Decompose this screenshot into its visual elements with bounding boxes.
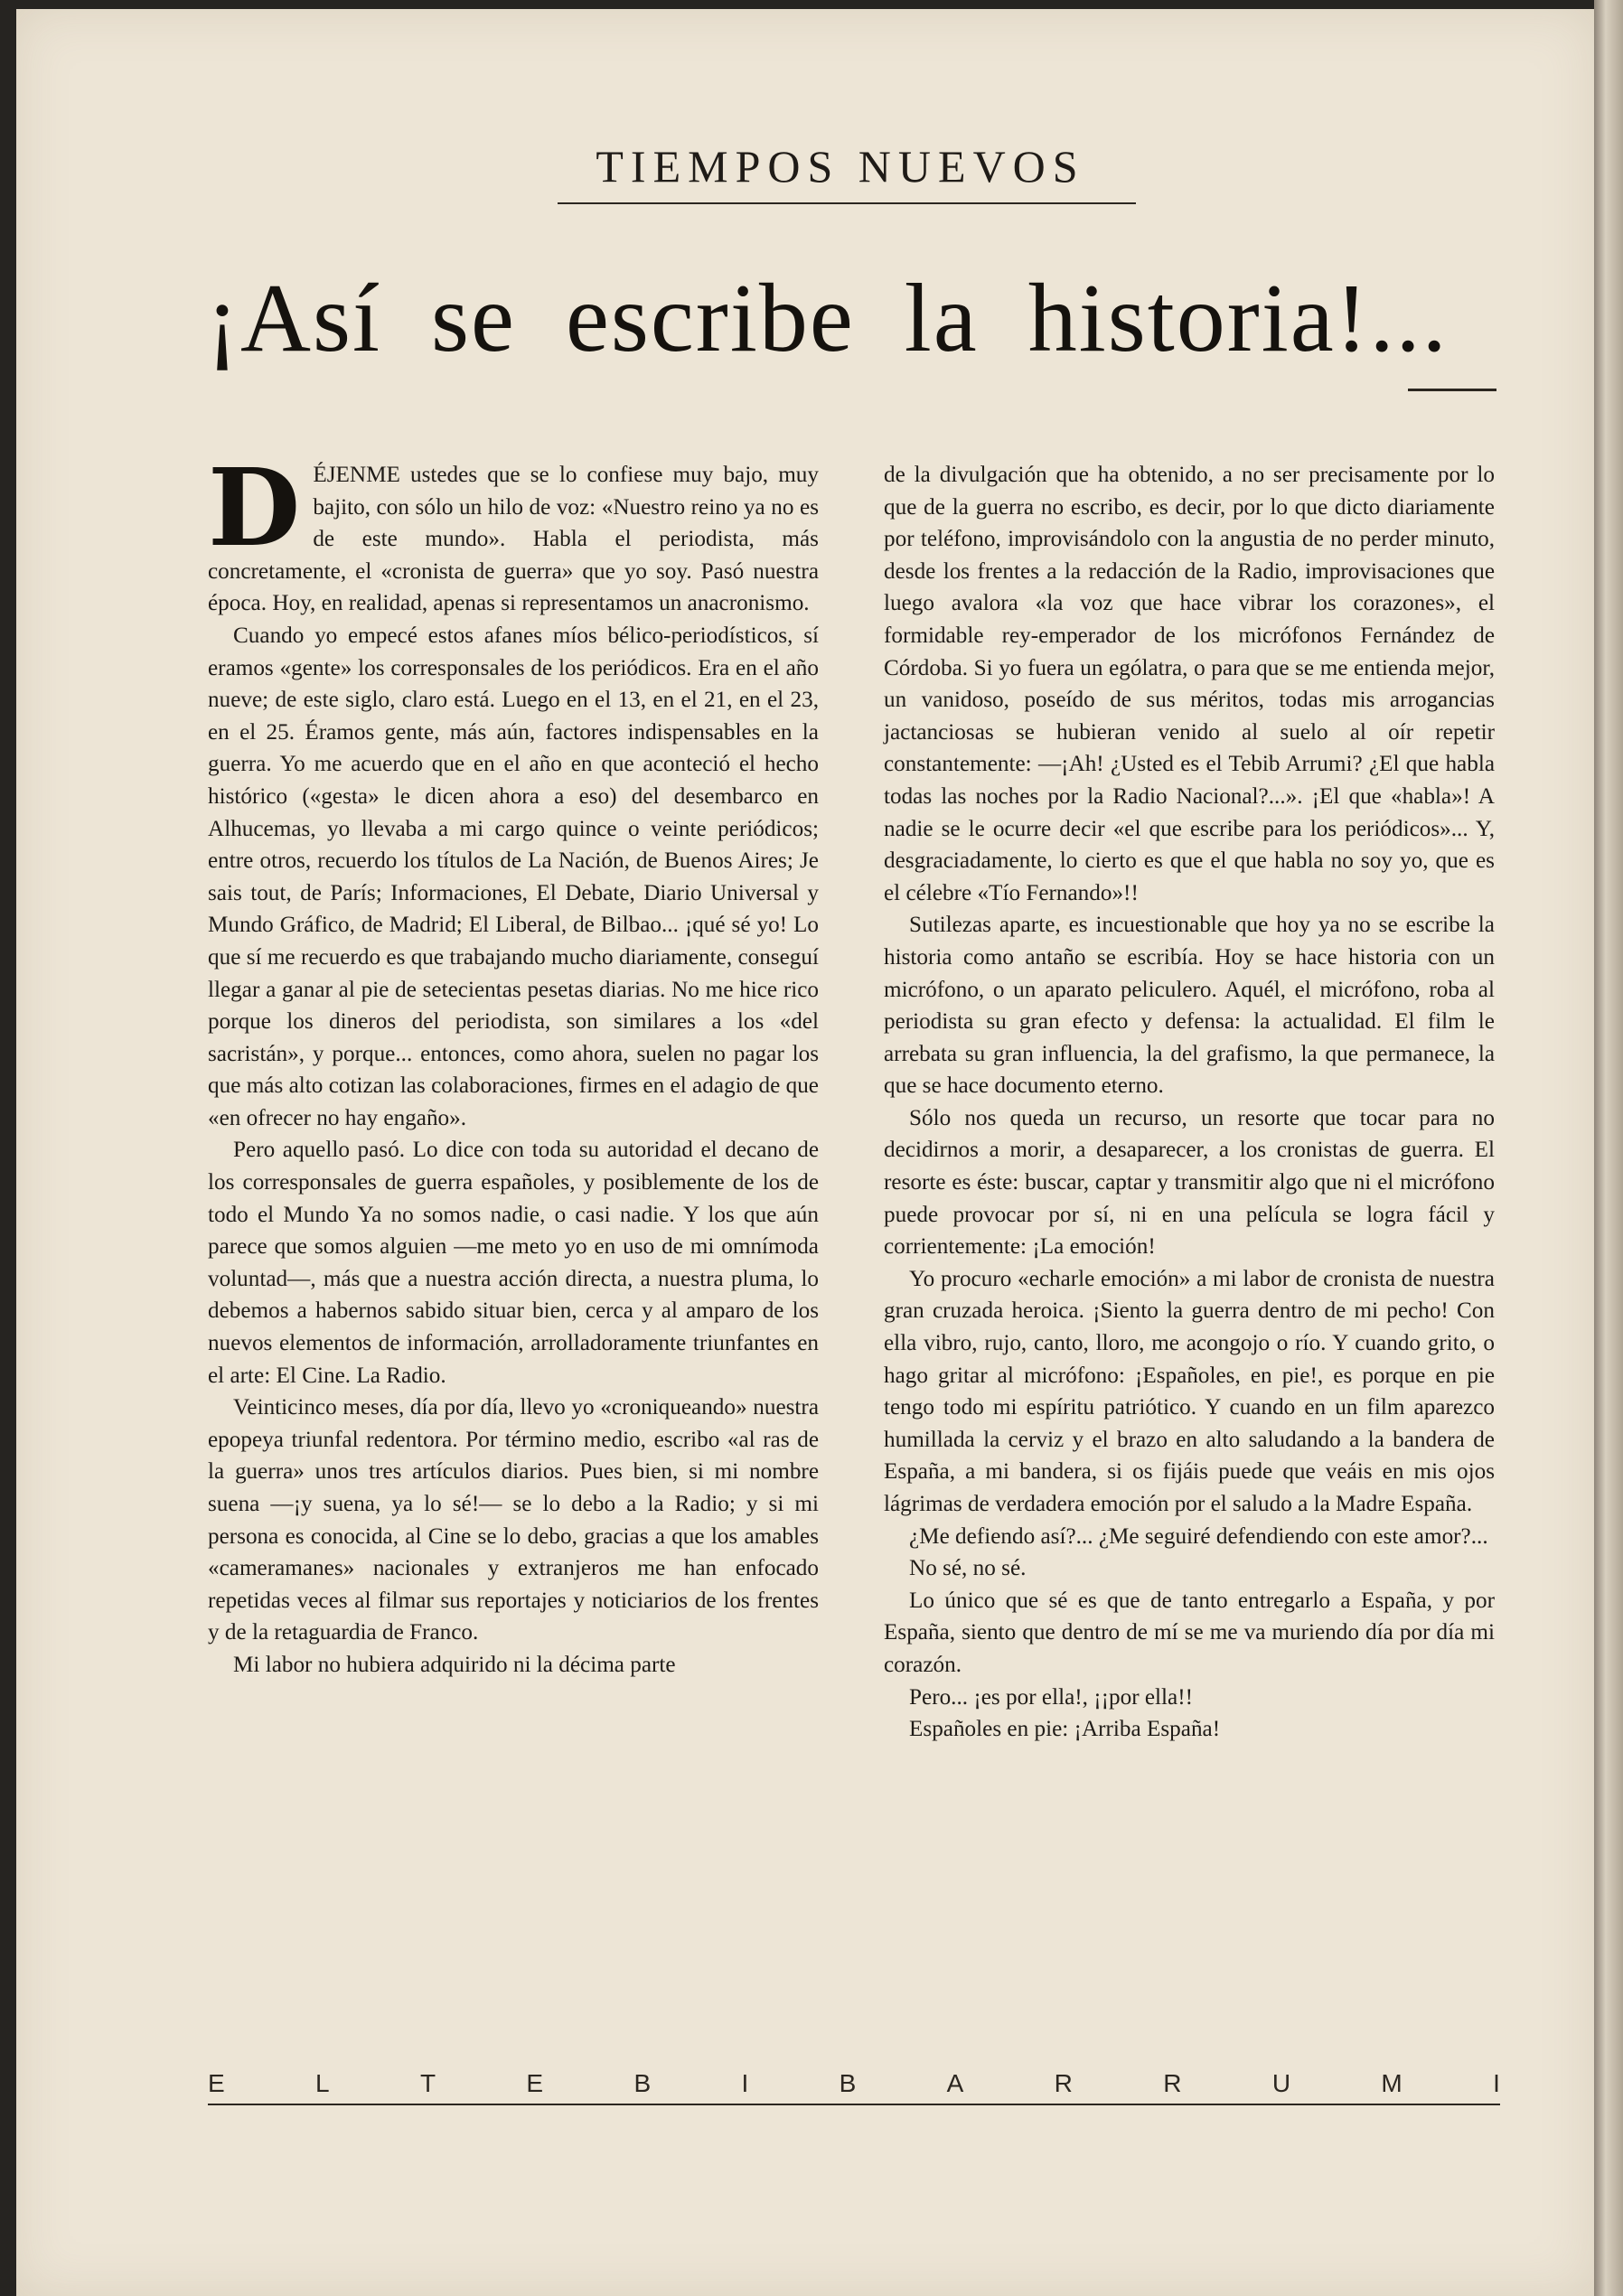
right-column bbox=[884, 459, 1495, 1746]
headline-ornament-rule bbox=[1408, 389, 1496, 391]
paragraph: Pero aquello pasó. Lo dice con toda su autoridad el decano de los corresponsales de guerra españoles, y posiblemente de los de todo el Mundo Ya no somos nadie, o casi nadie. Y los que aún parece que somos alguien —me meto yo en uso de mi omnímoda voluntad—, más que a nuestra acción directa, a nuestra pluma, lo debemos a habernos sabido situar bien, cerca y al amparo de los nuevos elementos de información, arrolladoramente triunfantes en el arte: El Cine. La Radio. bbox=[208, 1138, 819, 1388]
paragraph: ¿Me defiendo así?... ¿Me seguiré defendiendo con este amor?... bbox=[909, 1523, 1488, 1549]
signature-letter: I bbox=[1493, 2069, 1500, 2097]
paragraph: Lo único que sé es que de tanto entregarlo a España, y por España, siento que dentro de mí se me va muriendo día por día mi corazón. bbox=[884, 1588, 1495, 1677]
signature-letter: B bbox=[839, 2069, 857, 2097]
section-kicker: TIEMPOS NUEVOS bbox=[596, 141, 1085, 192]
footer-rule bbox=[208, 2104, 1500, 2105]
left-column bbox=[208, 445, 819, 1682]
paragraph: ÉJENME ustedes que se lo confiese muy bajo, muy bajito, con sólo un hilo de voz: «Nuestro reino ya no es de este mundo». Habla el periodista, más concretamente, el «cronista de guerra» que yo soy. Pasó nuestra época. Hoy, en realidad, apenas si representamos un anacronismo. bbox=[208, 463, 819, 616]
signature-letter: E bbox=[526, 2069, 544, 2097]
paragraph: Cuando yo empecé estos afanes míos bélico-periodísticos, sí eramos «gente» los corresponsales de los periódicos. Era en el año nueve; de este siglo, claro está. Luego en el 13, en el 21, en el 23, en el 25. Éramos gente, más aún, factores indispensables en la guerra. Yo me acuerdo que en el año en que aconteció el hecho histórico («gesta» le dicen ahora a eso) del desembarco en Alhucemas, yo llevaba a mi cargo quince o veinte periódicos; entre otros, recuerdo los títulos de La Nación, de Buenos Aires; Je sais tout, de París; Informaciones, El Debate, Diario Universal y Mundo Gráfico, de Madrid; El Liberal, de Bilbao... ¡qué sé yo! Lo que sí me recuerdo es que trabajando mucho diariamente, conseguí llegar a ganar al pie de setecientas pesetas diarias. No me hice rico porque los dineros del periodista, son similares a los «del sacristán», y porque... entonces, como ahora, suelen no pagar los que más alto cotizan las colaboraciones, firmes en el adagio de que «en ofrecer no hay engaño». bbox=[208, 623, 819, 1130]
signature-letter: R bbox=[1163, 2069, 1182, 2097]
signature-letter: M bbox=[1381, 2069, 1403, 2097]
signature-letter: T bbox=[419, 2069, 436, 2097]
signature-letter: B bbox=[633, 2069, 652, 2097]
paragraph: Veinticinco meses, día por día, llevo yo «croniqueando» nuestra epopeya triunfal redentora. Por término medio, escribo «al ras de la guerra» unos tres artículos diarios. Pues bien, si mi nombre suena —¡y suena, ya lo sé!— se lo debo a la Radio; y si mi persona es conocida, al Cine se lo debo, gracias a que los amables «cameramanes» nacionales y extranjeros me han enfocado repetidas veces al filmar sus reportajes y noticiarios de los frentes y de la retaguardia de Franco. bbox=[208, 1395, 819, 1645]
paragraph: de la divulgación que ha obtenido, a no ser precisamente por lo que de la guerra no escribo, es decir, por lo que dicto diariamente por teléfono, improvisándolo con la angustia de no perder minuto, desde los frentes a la redacción de la Radio, improvisaciones que luego avalora «la voz que hace vibrar los corazones», el formidable rey-emperador de los micrófonos Fernández de Córdoba. Si yo fuera un ególatra, o para que se me entienda mejor, un vanidoso, poseído de sus méritos, todas mis arrogancias jactanciosas se hubieran venido al suelo al oír repetir constantemente: —¡Ah! ¿Usted es el Tebib Arrumi? ¿El que habla todas las noches por la Radio Nacional?...». ¡El que «habla»! A nadie se le ocurre decir «el que escribe para los periódicos»... Y, desgraciadamente, lo cierto es que el que habla no soy yo, que es el célebre «Tío Fernando»!! bbox=[884, 463, 1495, 905]
article-headline: ¡Así se escribe la historia!... bbox=[206, 265, 1449, 372]
kicker-underline bbox=[558, 202, 1136, 204]
paragraph: Pero... ¡es por ella!, ¡¡por ella!! bbox=[909, 1684, 1194, 1710]
signature-letter: E bbox=[208, 2069, 225, 2097]
paragraph: Yo procuro «echarle emoción» a mi labor de cronista de nuestra gran cruzada heroica. ¡Siento la guerra dentro de mi pecho! Con ella vibro, rujo, canto, lloro, me acongojo o río. Y cuando grito, o hago gritar al micrófono: ¡Españoles, en pie!, es porque en pie tengo todo mi espíritu patriótico. Y cuando en un film aparezco humillada la cerviz y el brazo en alto saludando a la bandera de España, a mi bandera, si os fijáis puede que veáis en mis ojos lágrimas de verdadera emoción por el saludo a la Madre España. bbox=[884, 1266, 1495, 1516]
author-signature bbox=[208, 2069, 1500, 2098]
signature-letter: I bbox=[741, 2069, 749, 2097]
paragraph: Mi labor no hubiera adquirido ni la décima parte bbox=[233, 1652, 676, 1677]
signature-letter: L bbox=[315, 2069, 330, 2097]
signature-letter: A bbox=[946, 2069, 964, 2097]
adjacent-page-edge bbox=[1594, 0, 1623, 2296]
paragraph: No sé, no sé. bbox=[909, 1556, 1027, 1581]
paragraph: Españoles en pie: ¡Arriba España! bbox=[909, 1717, 1221, 1742]
paragraph: Sutilezas aparte, es incuestionable que hoy ya no se escribe la historia como antaño se escribía. Hoy se hace historia con un micrófono, o un aparato peliculero. Aquél, el micrófono, roba al periodista su gran efecto y defensa: la actualidad. El film le arrebata su gran influencia, la del grafismo, la que permanece, la que se hace documento eterno. bbox=[884, 913, 1495, 1099]
signature-letter: U bbox=[1271, 2069, 1291, 2097]
signature-letter: R bbox=[1054, 2069, 1073, 2097]
drop-cap: D bbox=[208, 445, 301, 570]
paragraph: Sólo nos queda un recurso, un resorte que tocar para no decidirnos a morir, a desaparecer, a los cronistas de guerra. El resorte es éste: buscar, captar y transmitir algo que ni el micrófono puede provocar por sí, ni en una película se logra fácil y corrientemente: ¡La emoción! bbox=[884, 1105, 1495, 1260]
